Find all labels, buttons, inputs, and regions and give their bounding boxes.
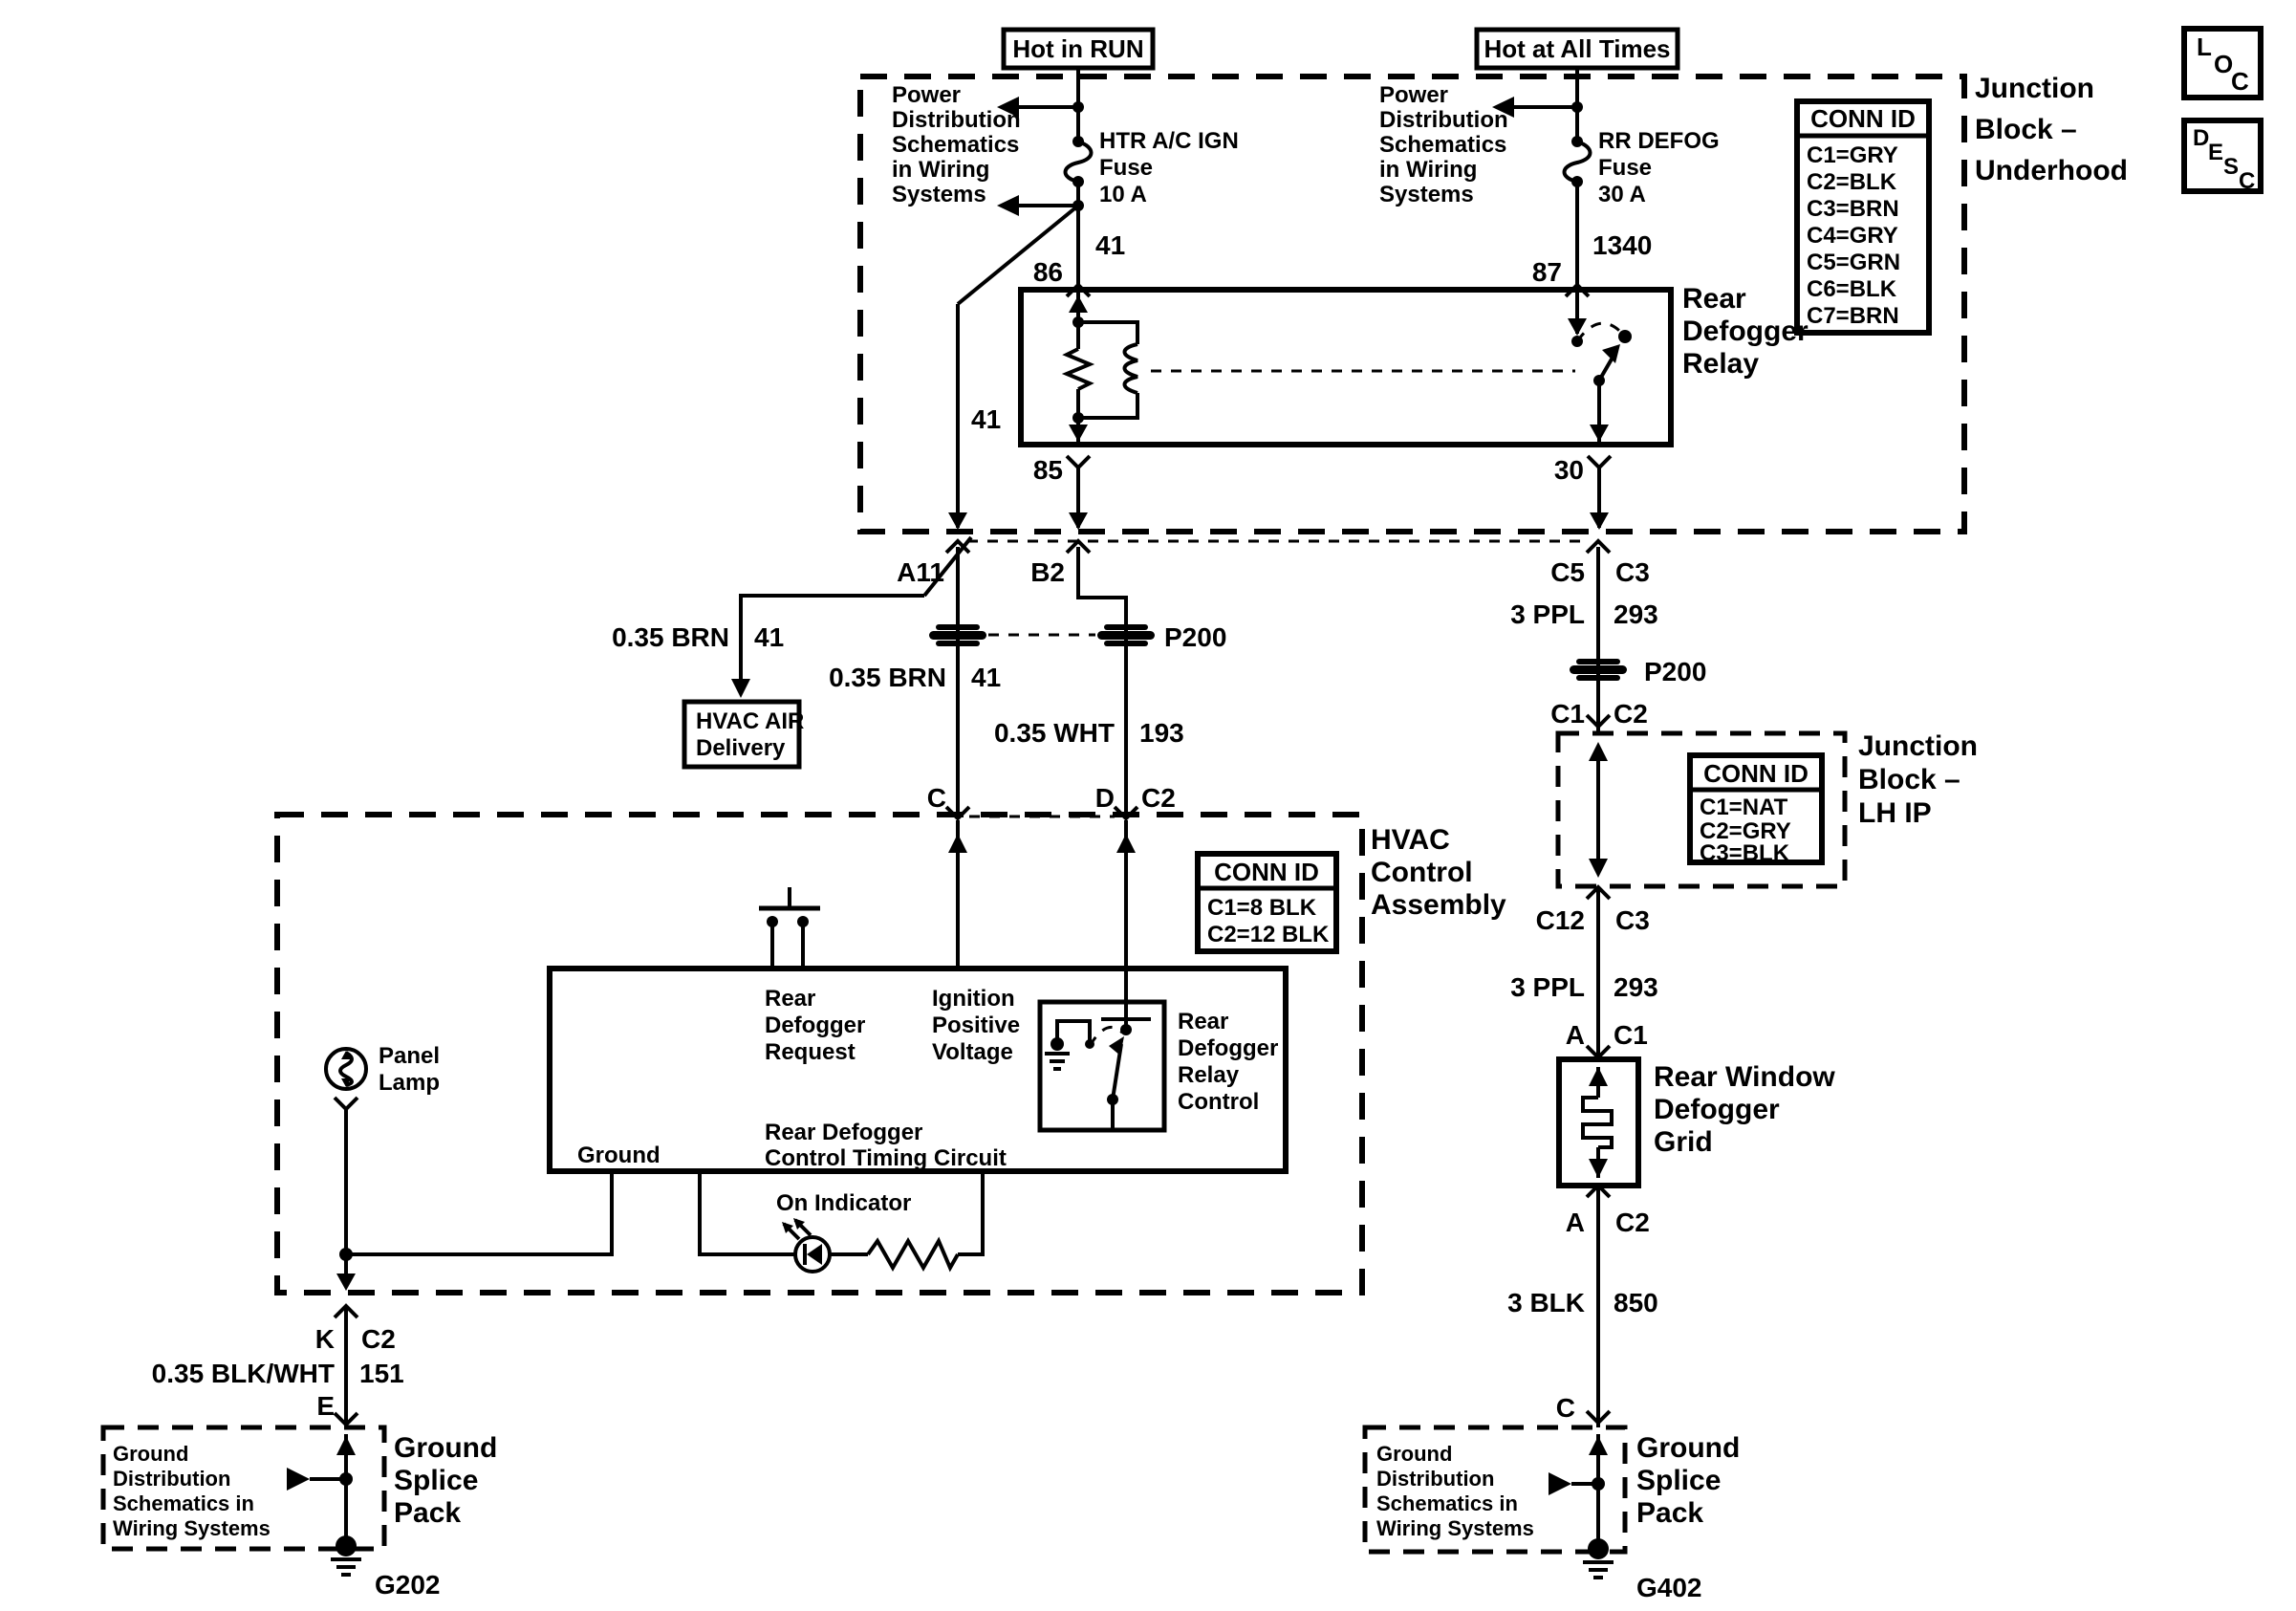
pin-b2-label: B2 <box>1030 557 1065 587</box>
left-arrow-icon <box>997 195 1019 216</box>
pin-a11-label: A11 <box>897 557 944 587</box>
p200-connector-icon <box>929 624 986 646</box>
svg-text:Wiring Systems: Wiring Systems <box>113 1516 271 1540</box>
down-arrow-icon <box>731 679 750 698</box>
ground-splice-pack-label: Ground <box>394 1432 498 1464</box>
resistor-icon <box>1067 349 1090 389</box>
down-arrow-icon <box>948 512 967 530</box>
svg-text:Fuse: Fuse <box>1099 155 1154 181</box>
svg-text:Fuse: Fuse <box>1598 155 1653 181</box>
svg-text:C7=BRN: C7=BRN <box>1807 303 1899 329</box>
wire-ppl2-num: 293 <box>1614 972 1658 1002</box>
svg-text:C4=GRY: C4=GRY <box>1807 223 1898 249</box>
pin-c2-label: C2 <box>1614 699 1648 729</box>
ground-dist-note: Ground <box>1376 1442 1453 1466</box>
fuse-htr-label: HTR A/C IGN <box>1099 128 1239 154</box>
svg-text:C: C <box>2239 168 2256 194</box>
svg-text:Schematics: Schematics <box>892 132 1020 158</box>
grid-element-icon <box>1583 1098 1612 1147</box>
svg-text:Delivery: Delivery <box>696 735 786 761</box>
svg-text:C6=BLK: C6=BLK <box>1807 276 1897 302</box>
svg-text:Relay: Relay <box>1178 1062 1240 1088</box>
svg-text:Defogger: Defogger <box>1654 1094 1780 1125</box>
right-column <box>1510 547 1706 733</box>
down-arrow-icon <box>1590 512 1609 530</box>
svg-text:Block –: Block – <box>1975 114 2077 145</box>
conn-id-table-lhip <box>1690 755 1822 866</box>
wire-ppl2-name: 3 PPL <box>1510 972 1585 1002</box>
wire-brn-main-num: 41 <box>971 663 1002 692</box>
g402-label: G402 <box>1636 1573 1702 1602</box>
svg-text:CONN ID: CONN ID <box>1810 104 1916 133</box>
svg-text:Distribution: Distribution <box>1379 107 1508 133</box>
pin-c3-label: C3 <box>1615 557 1650 587</box>
svg-text:Defogger: Defogger <box>1178 1035 1279 1061</box>
splice-arrow-icon <box>1549 1472 1571 1495</box>
pin-c-ground-label: C <box>1555 1393 1575 1423</box>
svg-text:in Wiring: in Wiring <box>892 157 990 183</box>
pin-85-label: 85 <box>1032 455 1063 485</box>
led-indicator-icon <box>782 1218 830 1272</box>
pin-c2-label: C2 <box>1141 783 1176 813</box>
svg-text:S: S <box>2223 154 2240 180</box>
ground-splice-pack-g402 <box>1365 1427 1740 1602</box>
loc-letter: L <box>2197 33 2212 61</box>
defog-pushbutton-icon <box>759 887 820 969</box>
switch-arc-dashed <box>1577 323 1625 341</box>
rear-window-defogger-grid <box>1559 1059 1835 1186</box>
pin-c3-label: C3 <box>1615 905 1650 935</box>
svg-text:Grid: Grid <box>1654 1126 1713 1158</box>
svg-text:in Wiring: in Wiring <box>1379 157 1478 183</box>
ground-splice-pack-g202 <box>103 1427 497 1600</box>
connector-chevron-icon <box>1067 456 1090 468</box>
jb-underhood-label: Junction <box>1975 73 2094 104</box>
svg-text:Assembly: Assembly <box>1371 889 1506 921</box>
resistor-icon <box>868 1241 958 1268</box>
svg-text:Hot at All Times: Hot at All Times <box>1484 34 1671 63</box>
relay-label: Rear <box>1682 283 1746 315</box>
ground-symbol-icon <box>331 1535 361 1575</box>
up-arrow-icon <box>1069 295 1088 313</box>
wire-brn-branch-name: 0.35 BRN <box>612 622 729 652</box>
pin-86-label: 86 <box>1032 257 1063 287</box>
fuse-icon <box>1066 136 1092 187</box>
svg-text:O: O <box>2214 50 2234 78</box>
relay-pin-exits <box>948 206 1611 530</box>
ground-symbol-icon <box>1583 1538 1614 1578</box>
conn-id-table-hvac <box>1198 854 1336 951</box>
fuse-rr-label: RR DEFOG <box>1598 128 1720 154</box>
svg-text:Schematics: Schematics <box>1379 132 1507 158</box>
svg-text:C5=GRN: C5=GRN <box>1807 250 1901 275</box>
pin-k-label: K <box>314 1324 335 1354</box>
pin-30-label: 30 <box>1553 455 1584 485</box>
relay-ctl-label: Rear <box>1178 1009 1229 1034</box>
down-arrow-icon <box>1590 425 1609 442</box>
wire-ppl1-name: 3 PPL <box>1510 599 1585 629</box>
svg-text:Distribution: Distribution <box>113 1467 231 1491</box>
jb-bottom-connectors <box>897 541 1650 587</box>
pin-c5-label: C5 <box>1550 557 1585 587</box>
pin-c1-label: C1 <box>1550 699 1585 729</box>
svg-text:Request: Request <box>765 1039 856 1065</box>
svg-text:Pack: Pack <box>394 1497 462 1529</box>
wire-blk-name: 3 BLK <box>1507 1288 1585 1317</box>
ground-symbol-icon <box>1045 1054 1070 1069</box>
svg-text:Control Timing Circuit: Control Timing Circuit <box>765 1145 1007 1171</box>
power-dist-note: Power <box>1379 82 1449 108</box>
blk-to-g402 <box>1507 1186 1658 1427</box>
pin-a-label: A <box>1565 1020 1585 1050</box>
svg-text:Systems: Systems <box>1379 182 1474 207</box>
hvac-control-assembly <box>277 815 1506 1293</box>
svg-text:Relay: Relay <box>1682 348 1760 380</box>
svg-text:HVAC AIR: HVAC AIR <box>696 708 805 734</box>
pin-d-label: D <box>1094 783 1115 813</box>
svg-text:C3=BRN: C3=BRN <box>1807 196 1899 222</box>
ground-label: Ground <box>577 1143 661 1168</box>
up-arrow-icon <box>1116 834 1136 853</box>
p200-label: P200 <box>1644 657 1707 686</box>
p200-connector-icon <box>1570 659 1627 681</box>
svg-text:Pack: Pack <box>1636 1497 1704 1529</box>
svg-text:C3=BLK: C3=BLK <box>1700 840 1790 866</box>
svg-text:Defogger: Defogger <box>765 1012 866 1038</box>
wire-blkwht-num: 151 <box>359 1359 404 1388</box>
grid-label: Rear Window <box>1654 1061 1835 1093</box>
pin-c2-label: C2 <box>361 1324 396 1354</box>
loc-button[interactable] <box>2184 29 2261 98</box>
up-arrow-icon <box>948 834 967 853</box>
pin-c2b-label: C2 <box>1615 1208 1650 1237</box>
htr-ac-ign-fuse-circuit <box>892 68 1239 296</box>
svg-text:Underhood: Underhood <box>1975 155 2128 186</box>
svg-text:10 A: 10 A <box>1099 182 1147 207</box>
down-arrow-icon <box>1069 512 1088 530</box>
desc-letter: D <box>2193 125 2210 151</box>
fuse-icon <box>1565 136 1591 187</box>
ground-splice-pack-label: Ground <box>1636 1432 1741 1464</box>
pin-c-label: C <box>926 783 946 813</box>
down-arrow-icon <box>1069 425 1088 442</box>
svg-text:Block –: Block – <box>1858 764 1960 795</box>
svg-text:E: E <box>2208 140 2224 165</box>
power-dist-note: Power <box>892 82 962 108</box>
wire-41-label: 41 <box>1095 230 1126 260</box>
svg-text:Splice: Splice <box>394 1465 479 1496</box>
up-arrow-icon <box>336 1436 356 1455</box>
left-exit-wire <box>152 1306 404 1427</box>
svg-text:Systems: Systems <box>892 182 986 207</box>
p200-label: P200 <box>1164 622 1227 652</box>
svg-text:Voltage: Voltage <box>932 1039 1013 1065</box>
pin-c1-label: C1 <box>1614 1020 1648 1050</box>
p200-connector-icon <box>1097 624 1155 646</box>
svg-text:Hot in RUN: Hot in RUN <box>1012 34 1144 63</box>
svg-text:Wiring Systems: Wiring Systems <box>1376 1516 1534 1540</box>
g202-label: G202 <box>375 1570 441 1600</box>
svg-text:Control: Control <box>1371 857 1473 888</box>
svg-text:Distribution: Distribution <box>892 107 1021 133</box>
svg-text:CONN ID: CONN ID <box>1214 858 1319 886</box>
svg-text:Control: Control <box>1178 1089 1260 1115</box>
hvac-air-delivery-box <box>684 702 804 767</box>
pin-e-label: E <box>316 1391 335 1421</box>
svg-text:C2=BLK: C2=BLK <box>1807 169 1897 195</box>
down-arrow-icon <box>1568 318 1587 336</box>
on-indicator-label: On Indicator <box>776 1190 912 1216</box>
down-arrow-icon <box>1589 859 1608 878</box>
up-arrow-icon <box>1589 1436 1608 1455</box>
wire-41-branch-label: 41 <box>971 404 1002 434</box>
svg-text:C2=12 BLK: C2=12 BLK <box>1207 922 1330 947</box>
panel-lamp-icon <box>326 1049 366 1089</box>
svg-text:C2=GRY: C2=GRY <box>1700 818 1791 844</box>
down-arrow-icon <box>1589 1159 1608 1178</box>
rr-defog-fuse-circuit <box>1379 68 1720 296</box>
svg-text:C: C <box>2231 67 2249 96</box>
wire-blk-num: 850 <box>1614 1288 1658 1317</box>
conn-id-table-underhood <box>1797 101 1929 333</box>
pin-c12-label: C12 <box>1535 905 1585 935</box>
junction-block-lhip <box>1558 730 1978 886</box>
svg-text:Defogger: Defogger <box>1682 316 1809 347</box>
panel-lamp-label: Panel <box>379 1043 441 1069</box>
svg-text:C1=8 BLK: C1=8 BLK <box>1207 895 1317 921</box>
svg-text:Schematics in: Schematics in <box>1376 1491 1518 1515</box>
ground-dist-note: Ground <box>113 1442 189 1466</box>
coil-icon <box>1125 344 1138 393</box>
svg-text:C1=NAT: C1=NAT <box>1700 795 1788 820</box>
ppl-to-grid <box>1510 887 1658 1059</box>
rear-defogger-relay <box>1021 283 1809 445</box>
svg-text:CONN ID: CONN ID <box>1703 759 1809 788</box>
pin-a2-label: A <box>1565 1208 1585 1237</box>
wire-1340-label: 1340 <box>1592 230 1653 260</box>
svg-text:C1=GRY: C1=GRY <box>1807 142 1898 168</box>
svg-text:Lamp: Lamp <box>379 1070 441 1096</box>
connector-chevron-icon <box>1588 456 1611 468</box>
svg-text:LH IP: LH IP <box>1858 797 1932 829</box>
hot-at-all-times-banner <box>1477 30 1678 68</box>
timing-label: Rear Defogger <box>765 1120 923 1145</box>
desc-button[interactable] <box>2184 120 2261 194</box>
up-arrow-icon <box>1589 742 1608 761</box>
request-label: Rear <box>765 986 816 1012</box>
down-arrow-icon <box>336 1274 356 1291</box>
svg-text:Splice: Splice <box>1636 1465 1722 1496</box>
svg-text:Positive: Positive <box>932 1012 1021 1038</box>
svg-text:30 A: 30 A <box>1598 182 1646 207</box>
wire-brn-branch-num: 41 <box>754 622 785 652</box>
svg-text:Distribution: Distribution <box>1376 1467 1495 1491</box>
splice-arrow-icon <box>287 1468 310 1491</box>
wire-wht-num: 193 <box>1139 718 1184 748</box>
hvac-label: HVAC <box>1371 824 1450 856</box>
wire-brn-main-name: 0.35 BRN <box>829 663 946 692</box>
wire-blkwht-name: 0.35 BLK/WHT <box>151 1359 335 1388</box>
relay-control-switch <box>1040 1002 1164 1130</box>
ignition-label: Ignition <box>932 986 1015 1012</box>
wire-ppl1-num: 293 <box>1614 599 1658 629</box>
up-arrow-icon <box>1589 1067 1608 1086</box>
jb-lhip-label: Junction <box>1858 730 1978 762</box>
wire-wht-name: 0.35 WHT <box>993 718 1115 748</box>
connector-chevron-icon <box>335 1098 357 1109</box>
pin-87-label: 87 <box>1531 257 1562 287</box>
svg-text:Schematics in: Schematics in <box>113 1491 254 1515</box>
hot-in-run-banner <box>1004 30 1153 68</box>
